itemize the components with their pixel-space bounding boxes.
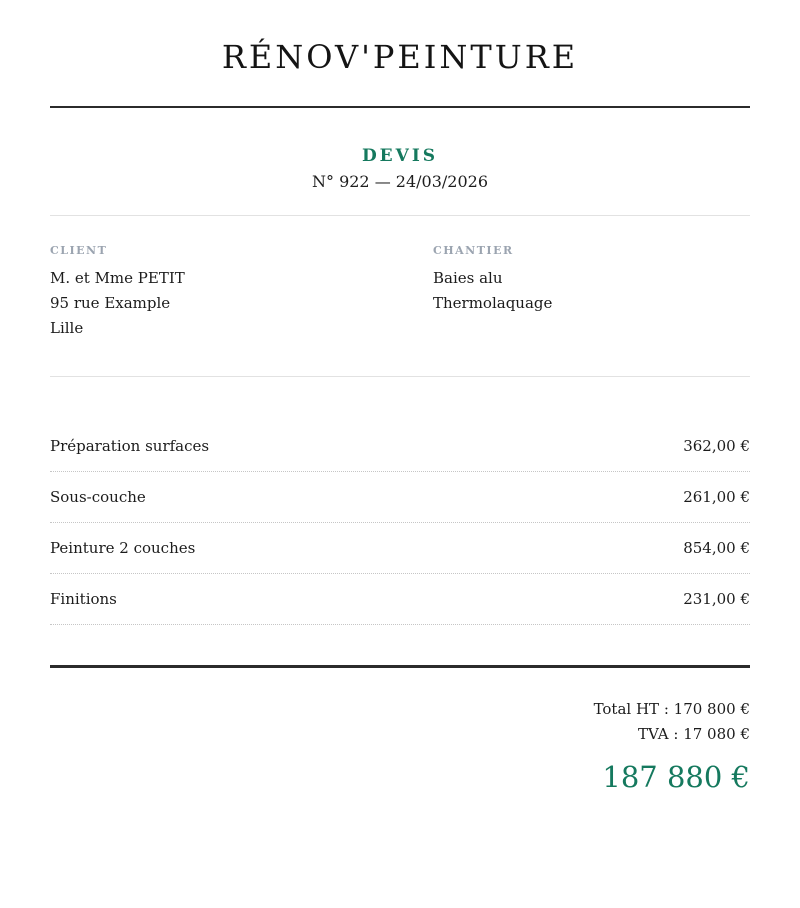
document-content — [50, 0, 750, 794]
document-number-date: N° 922 — 24/03/2026 — [311, 172, 488, 192]
item-label: Sous-couche — [50, 488, 146, 507]
company-name: RÉNOV'PEINTURE — [221, 38, 579, 76]
document-header — [50, 108, 750, 215]
item-amount: 231,00 € — [683, 590, 750, 609]
document-type-label: DEVIS — [361, 146, 439, 167]
client-name: M. et Mme PETIT — [50, 269, 185, 288]
table-row — [50, 523, 750, 574]
item-label: Peinture 2 couches — [50, 539, 196, 558]
total-ttc: 187 880 € — [602, 760, 750, 795]
client-city: Lille — [50, 319, 84, 338]
total-tva: TVA : 17 080 € — [637, 724, 750, 743]
table-row — [50, 421, 750, 472]
item-amount: 854,00 € — [683, 539, 750, 558]
item-amount: 362,00 € — [683, 437, 750, 456]
item-amount: 261,00 € — [683, 488, 750, 507]
item-label: Préparation surfaces — [50, 437, 210, 456]
client-block — [50, 244, 400, 346]
parties-section — [50, 216, 750, 376]
items-table — [50, 421, 750, 625]
client-label: CLIENT — [50, 244, 108, 258]
parties-divider — [50, 376, 750, 377]
chantier-line-2: Thermolaquage — [433, 294, 553, 313]
chantier-block — [400, 244, 750, 346]
totals-section — [50, 668, 750, 794]
chantier-line-1: Baies alu — [433, 269, 503, 288]
item-label: Finitions — [50, 590, 117, 609]
total-ht: Total HT : 170 800 € — [593, 700, 750, 719]
table-row — [50, 574, 750, 625]
table-row — [50, 472, 750, 523]
chantier-label: CHANTIER — [433, 244, 514, 258]
client-address: 95 rue Example — [50, 294, 171, 313]
